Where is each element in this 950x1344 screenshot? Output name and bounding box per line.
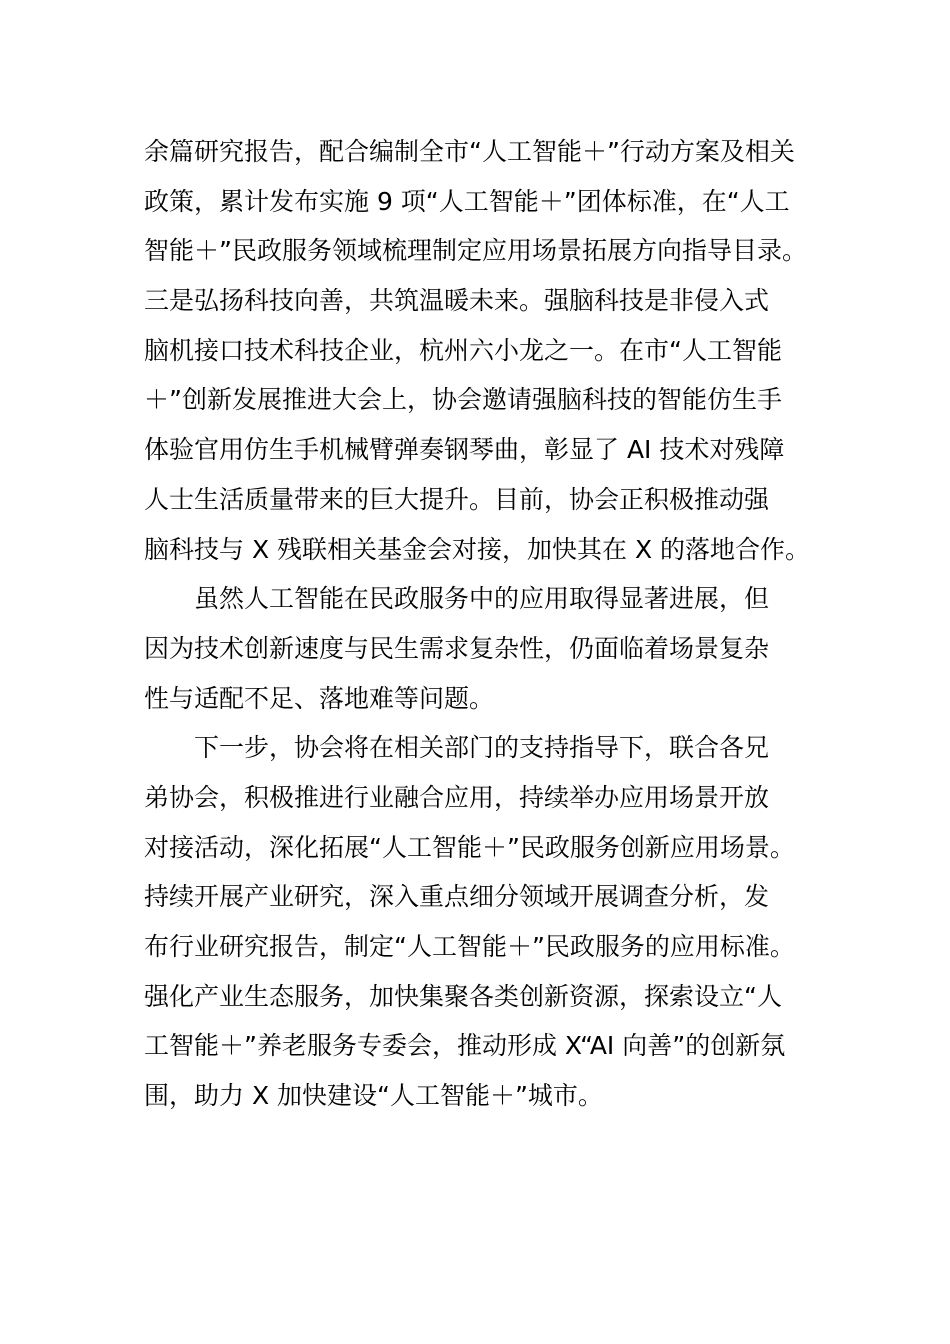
text-line: 持续开展产业研究，深入重点细分领域开展调查分析，发: [144, 882, 770, 912]
text-line: 强化产业生态服务，加快集聚各类创新资源，探索设立“人: [144, 981, 782, 1011]
text-line: 脑科技与 X 残联相关基金会对接，加快其在 X 的落地合作。: [144, 534, 811, 564]
text-line: 余篇研究报告，配合编制全市“人工智能＋”行动方案及相关: [144, 137, 795, 166]
text-line: 政策，累计发布实施 9 项“人工智能＋”团体标准，在“人工: [144, 186, 790, 216]
text-line: 弟协会，积极推进行业融合应用，持续举办应用场景开放: [144, 782, 770, 812]
text-line: 对接活动，深化拓展“人工智能＋”民政服务创新应用场景。: [144, 832, 795, 862]
text-line: 围，助力 X 加快建设“人工智能＋”城市。: [144, 1081, 603, 1111]
text-line: 性与适配不足、落地难等问题。: [144, 683, 495, 713]
text-line: 体验官用仿生手机械臂弹奏钢琴曲，彰显了 AI 技术对残障: [144, 435, 785, 465]
text-line: 因为技术创新速度与民生需求复杂性，仍面临着场景复杂: [144, 633, 770, 663]
text-line: 下一步，协会将在相关部门的支持指导下，联合各兄: [144, 733, 770, 763]
text-line: 布行业研究报告，制定“人工智能＋”民政服务的应用标准。: [144, 932, 795, 961]
text-line: ＋”创新发展推进大会上，协会邀请强脑科技的智能仿生手: [144, 385, 782, 415]
text-line: 虽然人工智能在民政服务中的应用取得显著进展，但: [144, 584, 770, 614]
text-line: 工智能＋”养老服务专委会，推动形成 X“AI 向善”的创新氛: [144, 1031, 786, 1061]
text-line: 三是弘扬科技向善，共筑温暖未来。强脑科技是非侵入式: [144, 286, 770, 316]
text-line: 人士生活质量带来的巨大提升。目前，协会正积极推动强: [144, 484, 770, 514]
text-line: 脑机接口技术科技企业，杭州六小龙之一。在市“人工智能: [144, 335, 782, 365]
text-line: 智能＋”民政服务领域梳理制定应用场景拓展方向指导目录。: [144, 236, 807, 266]
body-text: [144, 127, 834, 1121]
